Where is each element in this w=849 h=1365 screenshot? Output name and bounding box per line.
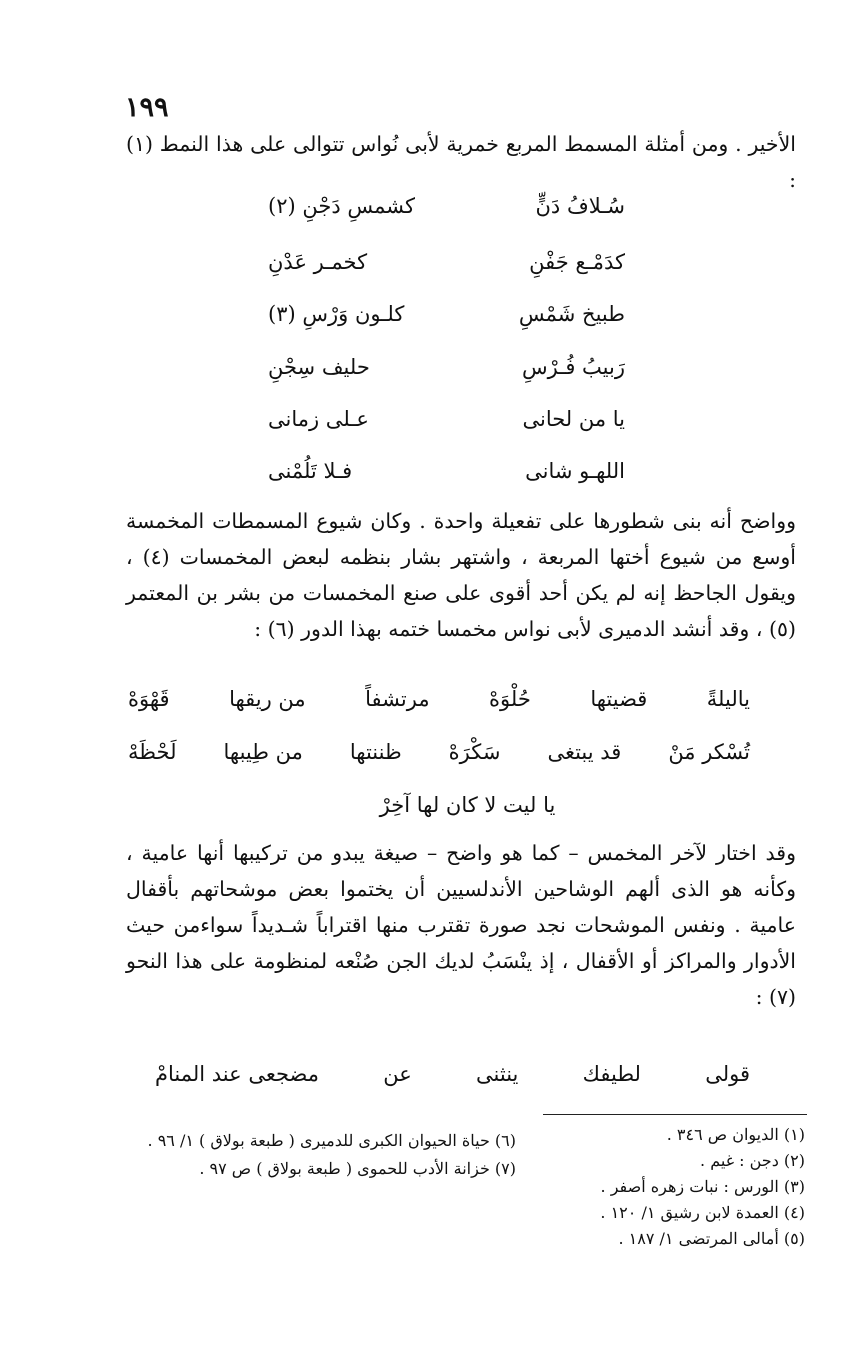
- verse-word: قضيتها: [590, 687, 648, 711]
- intro-paragraph: الأخير . ومن أمثلة المسمط المربع خمرية لأبى نُواس تتوالى على هذا النمط (١) :: [126, 132, 796, 192]
- footnote: (٢) دجن : غيم .: [700, 1151, 805, 1170]
- verse-refrain: يا ليت لا كان لها آخِرْ: [379, 793, 556, 817]
- verse-line: [128, 687, 750, 711]
- verse-word: مرتشفاً: [365, 687, 430, 711]
- verse-word: حُلْوَهْ: [489, 687, 531, 711]
- page-number: ١٩٩: [125, 92, 169, 123]
- verse-line: [268, 459, 625, 483]
- verse-line: [268, 407, 625, 431]
- footnote: (٦) حياة الحيوان الكبرى للدميرى ( طبعة بولاق ) ١/ ٩٦ .: [147, 1131, 516, 1150]
- verse-line: [268, 250, 625, 274]
- verse-line: [128, 740, 750, 764]
- hemistich: سُـلافُ دَنٍّ: [535, 194, 625, 218]
- verse-word: ياليلةً: [706, 687, 750, 711]
- hemistich: رَبيبُ فُـرْسِ: [521, 355, 625, 379]
- footnote: (٤) العمدة لابن رشيق ١/ ١٢٠ .: [600, 1203, 805, 1222]
- hemistich: عـلى زمانى: [268, 407, 369, 431]
- hemistich: حليف سِجْنِ: [268, 355, 370, 379]
- verse-word: سَكْرَهْ: [448, 740, 501, 764]
- verse-word: قَهْوَهْ: [128, 687, 170, 711]
- hemistich: فـلا تَلُمْنى: [268, 459, 353, 483]
- verse-word: تُسْكر مَنْ: [668, 740, 750, 764]
- footnote-separator: [543, 1114, 807, 1115]
- verse-word: مضجعى عند المنامْ: [155, 1062, 320, 1086]
- verse-word: لَحْظَهْ: [128, 740, 177, 764]
- footnotes-left-column: [123, 1128, 516, 1184]
- verse-line: [268, 302, 625, 326]
- verse-word: لطيفك: [582, 1062, 641, 1086]
- verse-word: قد يبتغى: [547, 740, 622, 764]
- footnote: (٧) خزانة الأدب للحموى ( طبعة بولاق ) ص ٩٧ .: [199, 1159, 516, 1178]
- body-paragraph: وقد اختار لآخر المخمس – كما هو واضح – صيغة يبدو من تركيبها أنها عامية ، وكأنه هو الذى ألهم الوشاحين الأندلسيين أن يختموا بعض موشحاتهم بأقفال عامية . ونفس الموشحات نجد صورة تقترب منها اقتراباً شـديداً سواءمن حيث الأدوار والمراكز أو الأقفال ، إذ ينْسَبُ لديك الجن صُنْعه لمنظومة على هذا النحو (٧) :: [126, 841, 796, 1009]
- verse-word: من ريقها: [229, 687, 306, 711]
- verse-word: من طِيبها: [223, 740, 303, 764]
- hemistich: يا من لحانى: [522, 407, 625, 431]
- hemistich: طبيخ شَمْسِ: [518, 302, 625, 326]
- footnote: (١) الديوان ص ٣٤٦ .: [666, 1125, 805, 1144]
- verse-line: [268, 194, 625, 218]
- footnote: (٣) الورس : نبات زهره أصفر .: [600, 1177, 805, 1196]
- hemistich: كخمـر عَدْنِ: [268, 250, 368, 274]
- hemistich: كشمسِ دَجْنِ (٢): [268, 194, 415, 218]
- footnotes-right-column: [560, 1122, 805, 1252]
- verse-word: ينثنى: [476, 1062, 519, 1086]
- hemistich: كدَمْـع جَفْنِ: [529, 250, 625, 274]
- verse-word: ظننتها: [349, 740, 402, 764]
- verse-word: عن: [383, 1062, 412, 1086]
- hemistich: اللهـو شانى: [525, 459, 625, 483]
- verse-line: [268, 355, 625, 379]
- footnote: (٥) أمالى المرتضى ١/ ١٨٧ .: [618, 1229, 805, 1248]
- body-paragraph: وواضح أنه بنى شطورها على تفعيلة واحدة . وكان شيوع المسمطات المخمسة أوسع من شيوع أختها المربعة ، واشتهر بشار بنظمه لبعض المخمسات (٤) ، ويقول الجاحظ إنه لم يكن أحد أقوى على صنع المخمسات من بشر بن المعتمر (٥) ، وقد أنشد الدميرى لأبى نواس مخمسا ختمه بهذا الدور (٦) :: [126, 509, 796, 641]
- hemistich: كلـون وَرْسِ (٣): [268, 302, 405, 326]
- verse-line: [155, 1062, 750, 1086]
- verse-word: قولى: [705, 1062, 750, 1086]
